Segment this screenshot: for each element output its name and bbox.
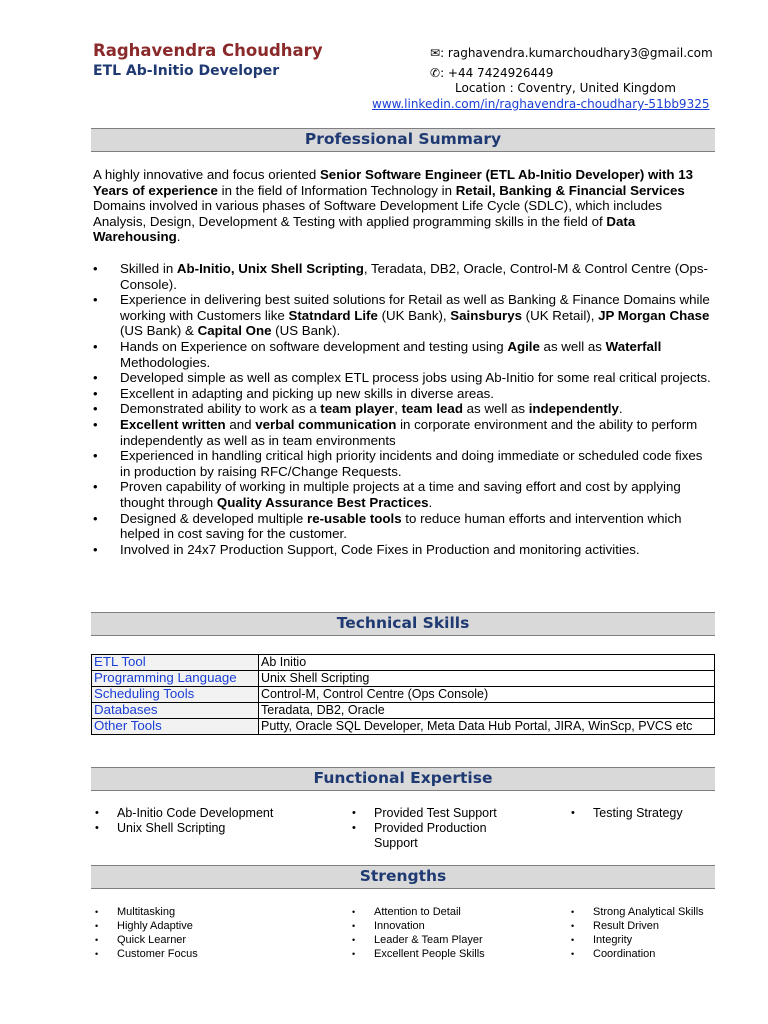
- section-heading-strengths: Strengths: [91, 865, 715, 889]
- list-item: • Testing Strategy: [567, 806, 717, 821]
- summary-bullet-list: [93, 261, 715, 557]
- summary-bold: Senior Software Engineer (ETL Ab-Initio Developer) with 13 Years of experience: [93, 167, 694, 198]
- skill-category: Databases: [92, 703, 259, 719]
- list-item: • Ab-Initio Code Development: [91, 806, 321, 821]
- table-row: [92, 671, 715, 687]
- list-item: • Multitasking: [91, 905, 321, 919]
- list-item: • Hands on Experience on software development and testing using Agile as well as Waterfall Methodologies.: [93, 339, 715, 370]
- summary-bold: Retail, Banking & Financial Services: [455, 182, 685, 198]
- list-item: • Developed simple as well as complex ETL process jobs using Ab-Initio for some real critical projects.: [93, 370, 715, 386]
- phone-line: [430, 66, 553, 80]
- skill-value: Control-M, Control Centre (Ops Console): [259, 687, 715, 703]
- table-row: [92, 703, 715, 719]
- list-item: • Result Driven: [567, 919, 717, 933]
- skill-value: Teradata, DB2, Oracle: [259, 703, 715, 719]
- expertise-column: [567, 806, 717, 821]
- skill-value: Unix Shell Scripting: [259, 671, 715, 687]
- list-item: • Innovation: [348, 919, 538, 933]
- skill-category: Programming Language: [92, 671, 259, 687]
- list-item: • Excellent written and verbal communication in corporate environment and the ability to perform independently as well as in team environments: [93, 417, 715, 448]
- linkedin-link[interactable]: www.linkedin.com/in/raghavendra-choudhary-51bb9325: [372, 97, 710, 111]
- skill-value: Ab Initio: [259, 655, 715, 671]
- skill-category: ETL Tool: [92, 655, 259, 671]
- skill-category: Scheduling Tools: [92, 687, 259, 703]
- list-item: • Excellent in adapting and picking up new skills in diverse areas.: [93, 386, 715, 402]
- strengths-column: [348, 905, 538, 961]
- list-item: • Experience in delivering best suited solutions for Retail as well as Banking & Finance Domains while working with Customers like Statndard Life (UK Bank), Sainsburys (UK Retail), JP Morgan Chase (US Bank) & Capital One (US Bank).: [93, 292, 715, 339]
- candidate-role: ETL Ab-Initio Developer: [93, 63, 280, 79]
- list-item: • Provided Test Support: [348, 806, 538, 821]
- table-row: [92, 655, 715, 671]
- list-item: • Attention to Detail: [348, 905, 538, 919]
- list-item: • Unix Shell Scripting: [91, 821, 321, 836]
- list-item: • Quick Learner: [91, 933, 321, 947]
- section-heading-skills: Technical Skills: [91, 612, 715, 636]
- expertise-column: [91, 806, 321, 836]
- section-heading-summary: Professional Summary: [91, 128, 715, 152]
- list-item: • Provided Production Support: [348, 821, 494, 851]
- candidate-name: Raghavendra Choudhary: [93, 41, 323, 60]
- list-item: • Strong Analytical Skills: [567, 905, 717, 919]
- list-item: • Experienced in handling critical high priority incidents and doing immediate or scheduled code fixes in production by raising RFC/Change Requests.: [93, 448, 715, 479]
- skill-value: Putty, Oracle SQL Developer, Meta Data Hub Portal, JIRA, WinScp, PVCS etc: [259, 719, 715, 735]
- strengths-column: [567, 905, 717, 961]
- phone-icon: ✆: [430, 66, 441, 80]
- summary-text: A highly innovative and focus oriented: [93, 167, 320, 182]
- email-line: [430, 46, 713, 60]
- summary-text: in the field of Information Technology in: [217, 182, 456, 198]
- list-item: • Leader & Team Player: [348, 933, 538, 947]
- list-item: • Customer Focus: [91, 947, 321, 961]
- list-item: • Designed & developed multiple re-usable tools to reduce human efforts and intervention which helped in cost saving for the customer.: [93, 511, 715, 542]
- table-row: [92, 719, 715, 735]
- table-row: [92, 687, 715, 703]
- list-item: • Highly Adaptive: [91, 919, 321, 933]
- location-text: Location : Coventry, United Kingdom: [455, 81, 676, 95]
- section-heading-expertise: Functional Expertise: [91, 767, 715, 791]
- summary-text: .: [176, 229, 181, 245]
- phone-text: : +44 7424926449: [440, 66, 554, 80]
- list-item: • Skilled in Ab-Initio, Unix Shell Scripting, Teradata, DB2, Oracle, Control-M & Control Centre (Ops-Console).: [93, 261, 715, 292]
- list-item: • Excellent People Skills: [348, 947, 538, 961]
- skill-category: Other Tools: [92, 719, 259, 735]
- summary-bold: Data Warehousing: [93, 213, 636, 245]
- summary-text: Domains involved in various phases of Software Development Life Cycle (SDLC), which includes Analysis, Design, Development & Testing with applied programming skills in the field of: [93, 198, 663, 229]
- list-item: • Coordination: [567, 947, 717, 961]
- expertise-column: [348, 806, 538, 851]
- summary-paragraph: [93, 167, 715, 245]
- list-item: • Proven capability of working in multiple projects at a time and saving effort and cost by applying thought through Quality Assurance Best Practices.: [93, 479, 715, 510]
- list-item: • Demonstrated ability to work as a team player, team lead as well as independently.: [93, 401, 715, 417]
- list-item: • Involved in 24x7 Production Support, Code Fixes in Production and monitoring activities.: [93, 542, 715, 558]
- envelope-icon: ✉: [430, 46, 441, 60]
- technical-skills-table: [91, 654, 715, 735]
- list-item: • Integrity: [567, 933, 717, 947]
- email-text: : raghavendra.kumarchoudhary3@gmail.com: [440, 46, 713, 60]
- strengths-column: [91, 905, 321, 961]
